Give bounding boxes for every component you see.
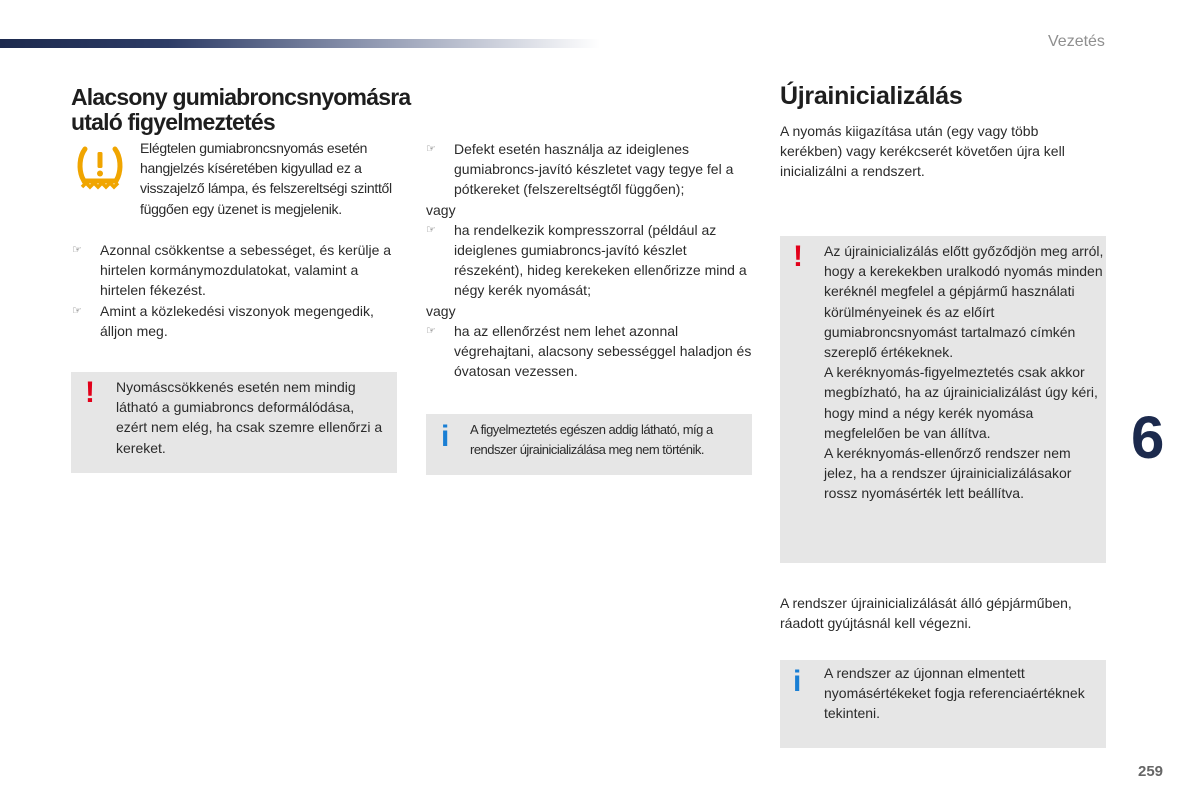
or-separator: vagy [426, 302, 456, 319]
warning-exclamation-icon: ! [793, 240, 803, 273]
warning-box-deformation [71, 372, 397, 473]
info-box-text: A rendszer az újonnan elmentett nyomásértékeket fogja referenciaértéknek tekinteni. [824, 665, 1085, 722]
list-item: ☞ Defekt esetén használja az ideiglenes gumiabroncs-javító készletet vagy tegye fel a pótkereket (felszereltségtől függően); [426, 139, 756, 200]
info-box-text: A figyelmeztetés egészen addig látható, míg a rendszer újrainicializálása meg nem történik. [470, 422, 713, 457]
info-icon: i [793, 665, 802, 698]
list-item: ☞ Azonnal csökkentse a sebességet, és kerülje a hirtelen kormánymozdulatokat, valamint a hirtelen fékezést. [72, 240, 397, 301]
warning-paragraph: A keréknyomás-ellenőrző rendszer nem jelez, ha a rendszer újrainicializálásakor rossz nyomásérték lett beállítva. [824, 445, 1072, 502]
or-separator: vagy [426, 201, 456, 218]
info-icon: i [441, 420, 450, 453]
warning-paragraph: A keréknyomás-figyelmeztetés csak akkor megbízható, ha az újrainicializálást úgy kéri, hogy mind a négy kerék nyomása megfelelően be van állítva. [824, 364, 1098, 441]
section-title: Vezetés [1048, 33, 1105, 50]
warning-paragraph: Az újrainicializálás előtt győződjön meg arról, hogy a kerekekben uralkodó nyomás minden keréknél megfelel a gépjármű használati körülményeinek és az előírt gumiabroncsnyomást tartalmazó címkén szereplő értékeknek. [824, 243, 1104, 361]
reinit-condition: A rendszer újrainicializálását álló gépjárműben, ráadott gyújtásnál kell végezni. [780, 595, 1072, 632]
header-color-bar [0, 39, 600, 48]
warning-box-text: Nyomáscsökkenés esetén nem mindig látható a gumiabroncs deformálódása, ezért nem elég, ha csak szemre ellenőrzi a kereket. [116, 379, 383, 456]
heading-reinitialisation: Újrainicializálás [780, 82, 963, 110]
page-number: 259 [1138, 763, 1164, 780]
middle-instructions [426, 139, 756, 381]
warning-light-description: Elégtelen gumiabroncsnyomás esetén hangjelzés kíséretében kigyullad ez a visszajelző lámpa, és felszereltségi szinttől függően egy üzenet is megjelenik. [140, 140, 392, 217]
list-item: ☞ ha rendelkezik kompresszorral (például az ideiglenes gumiabroncs-javító készlet részeként), hideg kerekeken ellenőrizze mind a négy kerék nyomását; [426, 220, 756, 301]
chapter-number: 6 [1131, 404, 1165, 471]
tire-pressure-warning-icon [76, 143, 124, 193]
warning-exclamation-icon: ! [85, 376, 95, 409]
list-item: ☞ ha az ellenőrzést nem lehet azonnal végrehajtani, alacsony sebességgel haladjon és óvatosan vezessen. [426, 321, 756, 382]
info-box-reference-values [780, 660, 1106, 748]
reinit-intro: A nyomás kiigazítása után (egy vagy több kerékben) vagy kerékcserét követően újra kell inicializálni a rendszert. [780, 123, 1065, 180]
warning-box-reinit [780, 236, 1106, 563]
warning-box-text [824, 241, 1104, 504]
info-box-warning-visible [426, 414, 752, 475]
heading-low-pressure-warning: Alacsony gumiabroncsnyomásra utaló figyelmeztetés [71, 84, 411, 135]
left-action-list [72, 240, 397, 341]
list-item: ☞ Amint a közlekedési viszonyok megengedik, álljon meg. [72, 301, 397, 341]
